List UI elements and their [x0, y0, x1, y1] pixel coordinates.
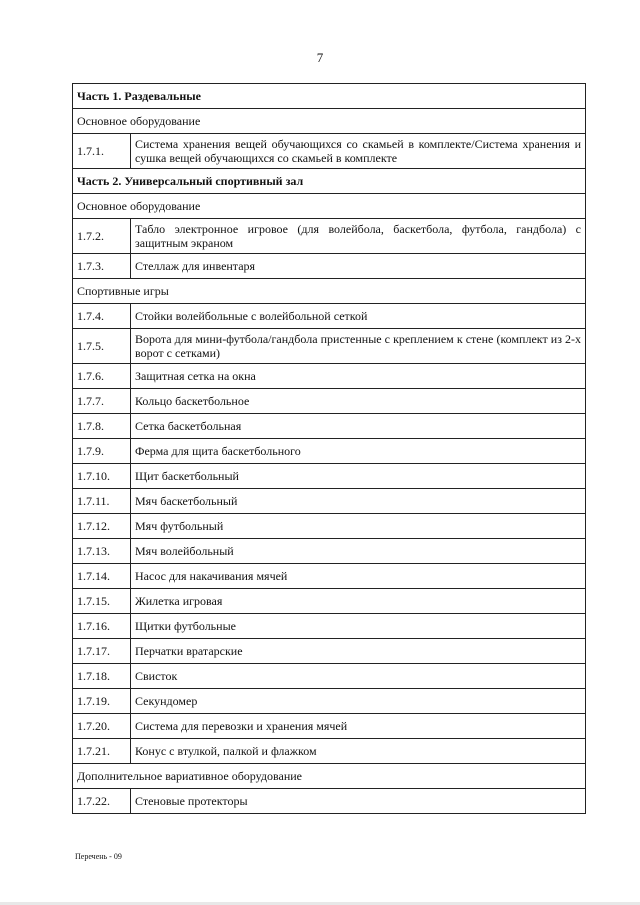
group-header-row	[73, 764, 586, 789]
item-number: 1.7.1.	[73, 134, 131, 169]
table-row	[73, 489, 586, 514]
section-header-row	[73, 169, 586, 194]
item-number: 1.7.12.	[73, 514, 131, 539]
item-number: 1.7.7.	[73, 389, 131, 414]
item-number: 1.7.16.	[73, 614, 131, 639]
item-number: 1.7.21.	[73, 739, 131, 764]
item-description: Свисток	[131, 664, 586, 689]
item-number: 1.7.6.	[73, 364, 131, 389]
item-description: Сетка баскетбольная	[131, 414, 586, 439]
group-title: Основное оборудование	[73, 194, 586, 219]
footer-note: Перечень - 09	[75, 852, 122, 861]
group-title: Основное оборудование	[73, 109, 586, 134]
item-description: Стеновые протекторы	[131, 789, 586, 814]
table-row	[73, 789, 586, 814]
item-description: Мяч баскетбольный	[131, 489, 586, 514]
item-description: Насос для накачивания мячей	[131, 564, 586, 589]
item-number: 1.7.3.	[73, 254, 131, 279]
item-number: 1.7.18.	[73, 664, 131, 689]
table-row	[73, 364, 586, 389]
equipment-table	[72, 83, 586, 814]
item-number: 1.7.13.	[73, 539, 131, 564]
table-row	[73, 219, 586, 254]
item-description: Стеллаж для инвентаря	[131, 254, 586, 279]
equipment-table-body	[73, 84, 586, 814]
item-number: 1.7.11.	[73, 489, 131, 514]
table-row	[73, 664, 586, 689]
item-number: 1.7.22.	[73, 789, 131, 814]
table-row	[73, 464, 586, 489]
group-header-row	[73, 109, 586, 134]
item-number: 1.7.17.	[73, 639, 131, 664]
item-number: 1.7.19.	[73, 689, 131, 714]
table-row	[73, 564, 586, 589]
item-number: 1.7.14.	[73, 564, 131, 589]
item-description: Система для перевозки и хранения мячей	[131, 714, 586, 739]
item-description: Мяч волейбольный	[131, 539, 586, 564]
table-row	[73, 689, 586, 714]
item-description: Кольцо баскетбольное	[131, 389, 586, 414]
section-title: Часть 1. Раздевальные	[73, 84, 586, 109]
item-number: 1.7.4.	[73, 304, 131, 329]
table-row	[73, 329, 586, 364]
table-row	[73, 589, 586, 614]
item-description: Ворота для мини-футбола/гандбола пристенные с креплением к стене (комплект из 2-х ворот с сетками)	[131, 329, 586, 364]
table-row	[73, 639, 586, 664]
item-description: Конус с втулкой, палкой и флажком	[131, 739, 586, 764]
item-description: Мяч футбольный	[131, 514, 586, 539]
table-row	[73, 514, 586, 539]
item-description: Система хранения вещей обучающихся со скамьей в комплекте/Система хранения и сушка вещей обучающихся со скамьей в комплекте	[131, 134, 586, 169]
item-number: 1.7.20.	[73, 714, 131, 739]
item-description: Щит баскетбольный	[131, 464, 586, 489]
item-number: 1.7.10.	[73, 464, 131, 489]
item-number: 1.7.5.	[73, 329, 131, 364]
section-title: Часть 2. Универсальный спортивный зал	[73, 169, 586, 194]
item-description: Щитки футбольные	[131, 614, 586, 639]
table-row	[73, 414, 586, 439]
group-header-row	[73, 279, 586, 304]
item-number: 1.7.8.	[73, 414, 131, 439]
item-description: Табло электронное игровое (для волейбола, баскетбола, футбола, гандбола) с защитным экраном	[131, 219, 586, 254]
table-row	[73, 739, 586, 764]
table-row	[73, 134, 586, 169]
table-row	[73, 439, 586, 464]
item-number: 1.7.9.	[73, 439, 131, 464]
item-description: Стойки волейбольные с волейбольной сеткой	[131, 304, 586, 329]
item-number: 1.7.2.	[73, 219, 131, 254]
table-row	[73, 714, 586, 739]
item-description: Секундомер	[131, 689, 586, 714]
item-description: Ферма для щита баскетбольного	[131, 439, 586, 464]
item-description: Жилетка игровая	[131, 589, 586, 614]
table-row	[73, 254, 586, 279]
section-header-row	[73, 84, 586, 109]
group-title: Дополнительное вариативное оборудование	[73, 764, 586, 789]
group-header-row	[73, 194, 586, 219]
item-description: Защитная сетка на окна	[131, 364, 586, 389]
table-row	[73, 389, 586, 414]
table-row	[73, 304, 586, 329]
table-row	[73, 614, 586, 639]
group-title: Спортивные игры	[73, 279, 586, 304]
item-description: Перчатки вратарские	[131, 639, 586, 664]
table-row	[73, 539, 586, 564]
item-number: 1.7.15.	[73, 589, 131, 614]
page-number: 7	[316, 50, 324, 65]
